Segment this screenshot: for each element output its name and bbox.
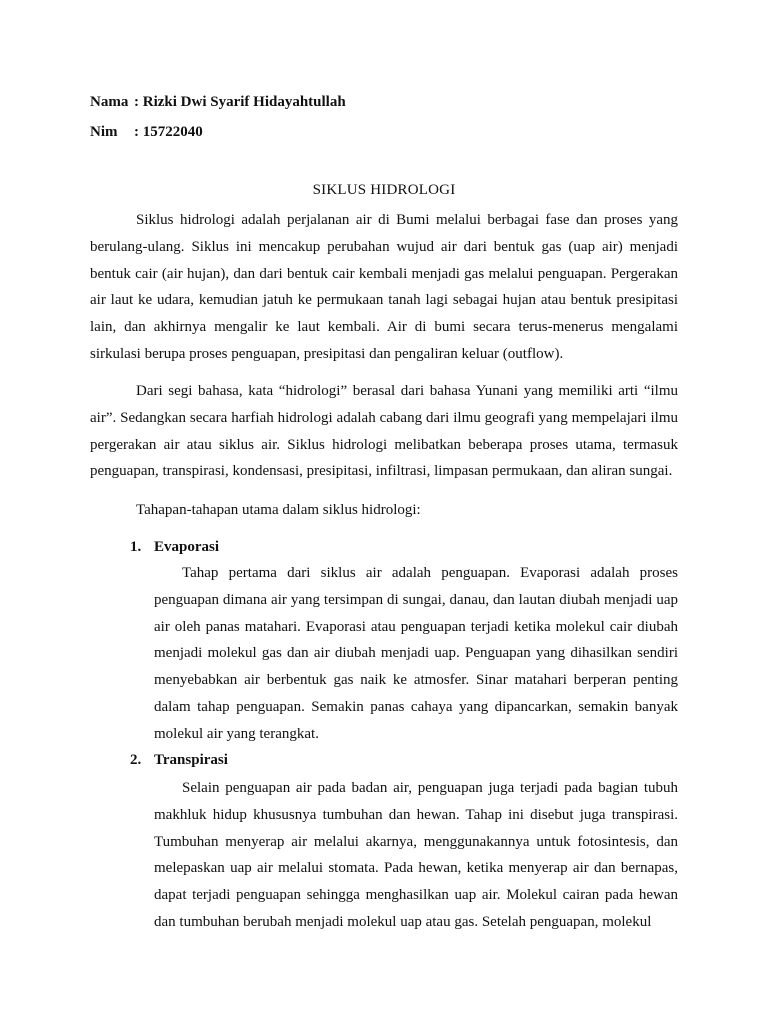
stages-intro: Tahapan-tahapan utama dalam siklus hidrologi: (136, 502, 421, 518)
stage-text-evaporasi: Tahap pertama dari siklus air adalah penguapan. Evaporasi adalah proses penguapan dimana air yang tersimpan di sungai, danau, dan lautan diubah menjadi uap air oleh panas matahari. Evaporasi atau penguapan terjadi ketika molekul cair diubah menjadi molekul gas dan air diubah menjadi uap. Penguapan yang dihasilkan sendiri menyebabkan air berbentuk gas naik ke atmosfer. Sinar matahari berperan penting dalam tahap penguapan. Semakin panas cahaya yang dipancarkan, semakin banyak molekul air yang terangkat. (154, 565, 678, 742)
stage-number: 1. (130, 539, 142, 555)
paragraph-definition: Siklus hidrologi adalah perjalanan air di Bumi melalui berbagai fase dan proses yang berulang-ulang. Siklus ini mencakup perubahan wujud air dari bentuk gas (uap air) menjadi bentuk cair (air hujan), dan dari bentuk cair kembali menjadi gas melalui penguapan. Pergerakan air laut ke udara, kemudian jatuh ke permukaan tanah lagi sebagai hujan atau bentuk presipitasi lain, dan akhirnya mengalir ke laut kembali. Air di bumi secara terus-menerus mengalami sirkulasi berupa proses penguapan, presipitasi dan pengaliran keluar (outflow). (90, 212, 678, 362)
stage-heading-evaporasi (130, 537, 219, 557)
stage-number: 2. (130, 752, 142, 768)
nim-label: Nim (90, 124, 118, 140)
document-title: SIKLUS HIDROLOGI (312, 182, 456, 198)
name-value: : Rizki Dwi Syarif Hidayahtullah (134, 94, 346, 110)
stage-heading-transpirasi (130, 750, 228, 770)
student-nim-row (90, 122, 203, 142)
student-name-row (90, 92, 346, 112)
stage-text-transpirasi: Selain penguapan air pada badan air, penguapan juga terjadi pada bagian tubuh makhluk hidup khususnya tumbuhan dan hewan. Tahap ini disebut juga transpirasi. Tumbuhan menyerap air melalui akarnya, menggunakannya untuk fotosintesis, dan melepaskan uap air melalui stomata. Pada hewan, ketika menyerap air dan bernapas, dapat terjadi penguapan sehingga menghasilkan uap air. Molekul cairan pada hewan dan tumbuhan berubah menjadi molekul uap atau gas. Setelah penguapan, molekul (154, 780, 678, 930)
paragraph-etymology: Dari segi bahasa, kata “hidrologi” berasal dari bahasa Yunani yang memiliki arti “ilmu air”. Sedangkan secara harfiah hidrologi adalah cabang dari ilmu geografi yang mempelajari ilmu pergerakan air atau siklus air. Siklus hidrologi melibatkan beberapa proses utama, termasuk penguapan, transpirasi, kondensasi, presipitasi, infiltrasi, limpasan permukaan, dan aliran sungai. (90, 383, 678, 480)
nim-value: : 15722040 (134, 124, 203, 140)
stage-title: Transpirasi (154, 752, 228, 768)
name-label: Nama (90, 94, 129, 110)
stage-title: Evaporasi (154, 539, 220, 555)
